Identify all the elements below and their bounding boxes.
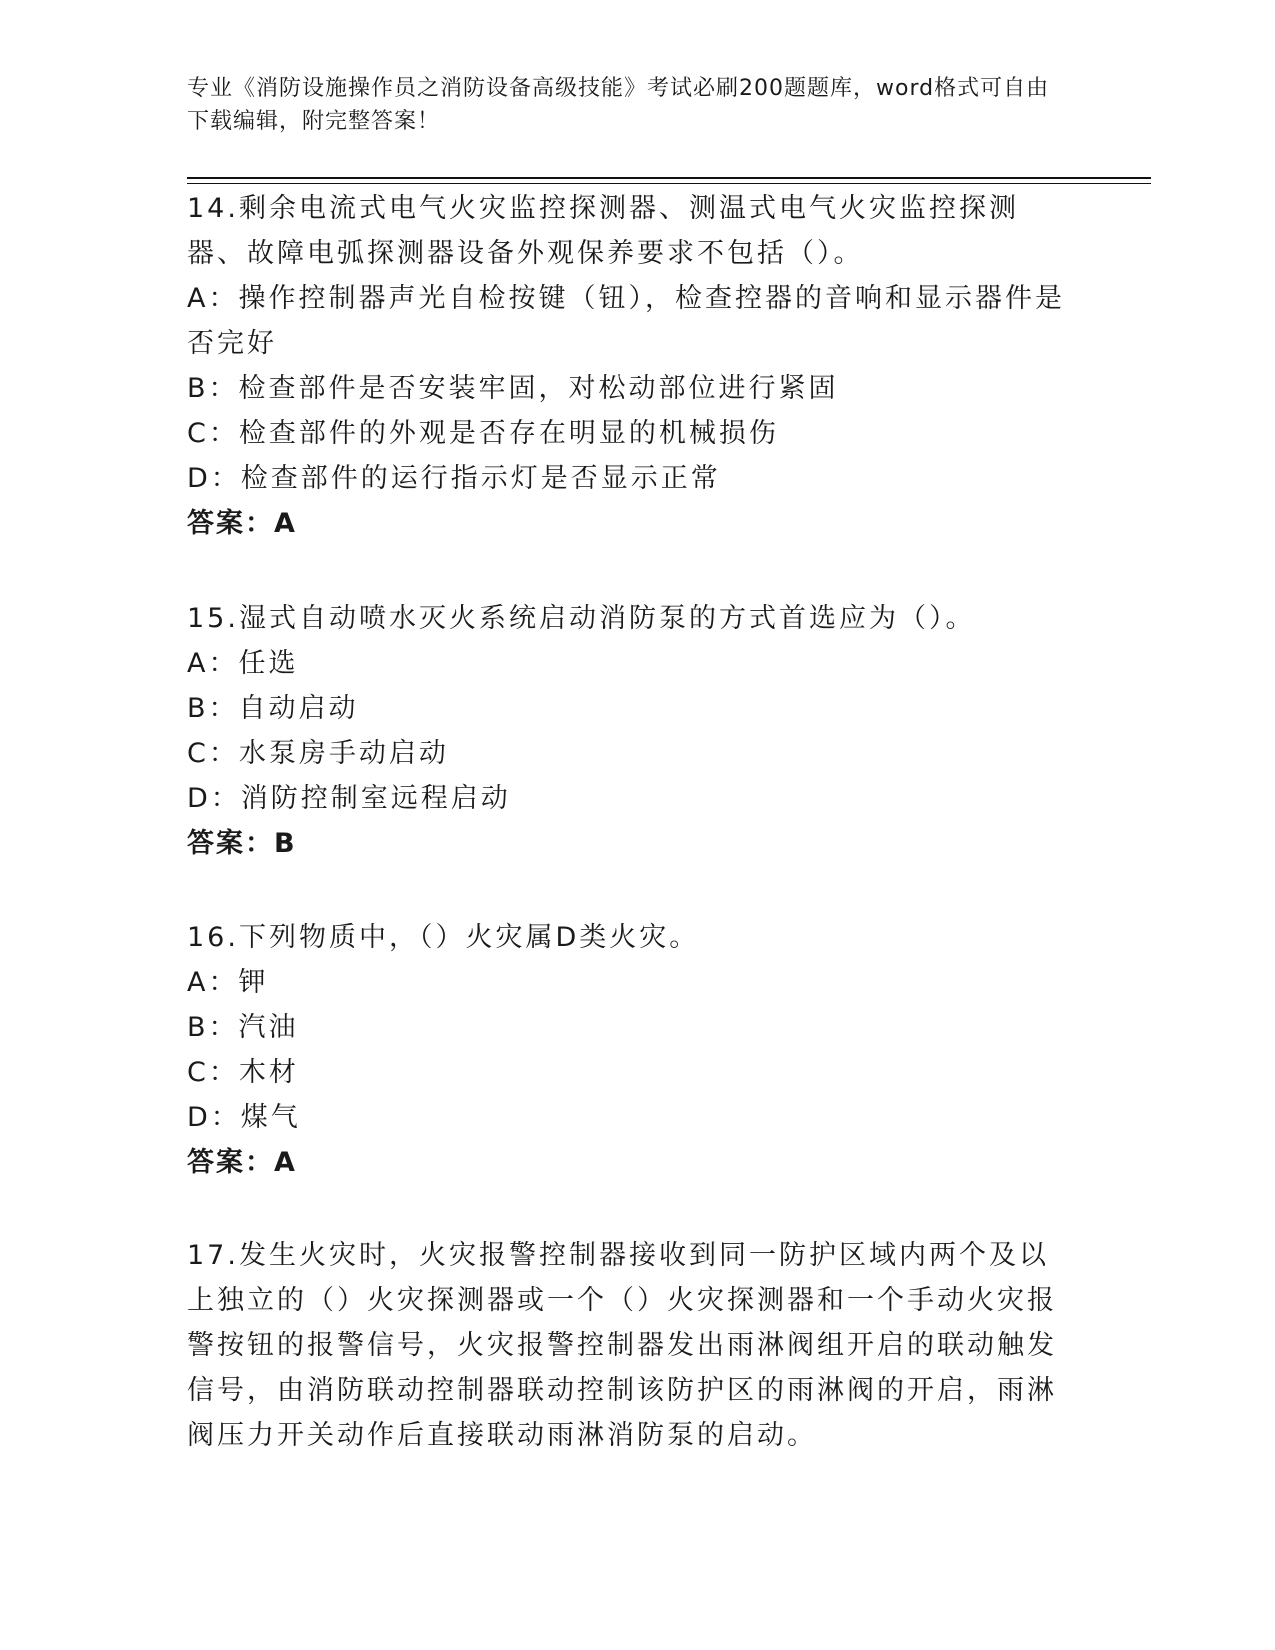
answer-line [187, 821, 1067, 866]
question-stem: 14.剩余电流式电气火灾监控探测器、测温式电气火灾监控探测器、故障电弧探测器设备外观保养要求不包括（）。 [187, 193, 1019, 269]
answer-value: B [274, 828, 296, 859]
answer-label: 答案： [187, 828, 274, 859]
question-16 [187, 915, 1067, 1185]
question-14 [187, 186, 1067, 546]
question-15 [187, 596, 1067, 866]
answer-line [187, 501, 1067, 546]
option-c: C：水泵房手动启动 [187, 738, 449, 769]
option-b: B：检查部件是否安装牢固，对松动部位进行紧固 [187, 373, 839, 404]
answer-label: 答案： [187, 508, 274, 539]
question-17 [187, 1233, 1067, 1458]
option-a: A：钾 [187, 967, 269, 998]
option-c: C：检查部件的外观是否存在明显的机械损伤 [187, 418, 779, 449]
option-b: B：汽油 [187, 1012, 299, 1043]
document-header: 专业《消防设施操作员之消防设备高级技能》考试必刷200题题库，word格式可自由下载编辑，附完整答案！ [187, 76, 1050, 134]
question-stem: 16.下列物质中，（）火灾属D类火灾。 [187, 922, 700, 953]
question-stem: 15.湿式自动喷水灭火系统启动消防泵的方式首选应为（）。 [187, 603, 976, 634]
option-d: D：煤气 [187, 1102, 301, 1133]
option-c: C：木材 [187, 1057, 299, 1088]
header-rule-thin [187, 183, 1151, 184]
option-a: A：操作控制器声光自检按键（钮），检查控器的音响和显示器件是否完好 [187, 283, 1065, 359]
option-d: D：检查部件的运行指示灯是否显示正常 [187, 463, 721, 494]
option-d: D：消防控制室远程启动 [187, 783, 511, 814]
answer-label: 答案： [187, 1147, 274, 1178]
header-rule-thick [187, 177, 1151, 179]
answer-value: A [274, 508, 296, 539]
option-b: B：自动启动 [187, 693, 359, 724]
answer-value: A [274, 1147, 296, 1178]
question-stem: 17.发生火灾时，火灾报警控制器接收到同一防护区域内两个及以上独立的（）火灾探测器或一个（）火灾探测器和一个手动火灾报警按钮的报警信号，火灾报警控制器发出雨淋阀组开启的联动触发信号，由消防联动控制器联动控制该防护区的雨淋阀的开启，雨淋阀压力开关动作后直接联动雨淋消防泵的启动。 [187, 1240, 1057, 1451]
option-a: A：任选 [187, 648, 299, 679]
answer-line [187, 1140, 1067, 1185]
